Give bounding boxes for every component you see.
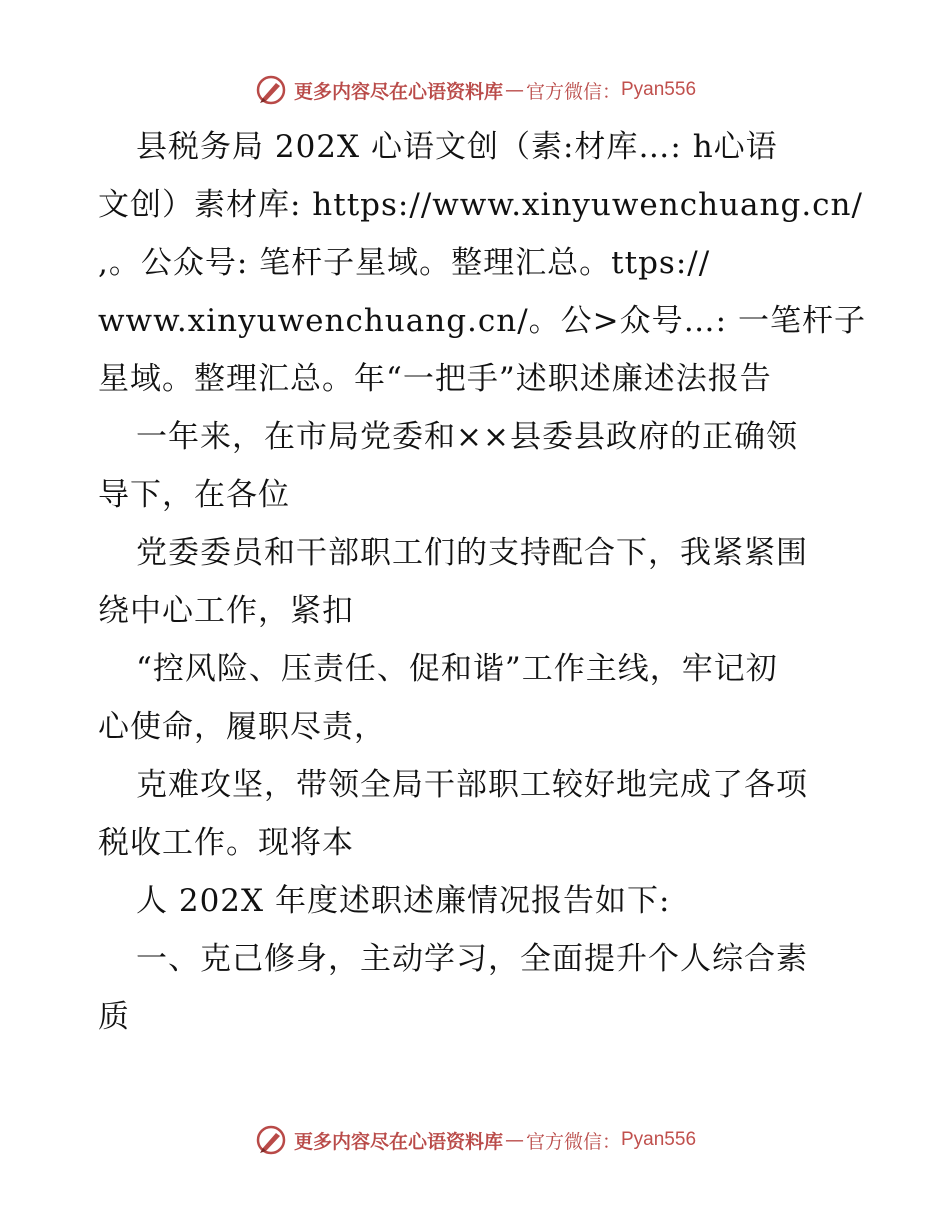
banner-dash: — <box>504 1129 524 1151</box>
text-line-3: ,。公众号: 笔杆子星域。整理汇总。ttps:// <box>98 245 711 281</box>
banner-text: 更多内容尽在心语资料库 <box>293 1130 503 1153</box>
text-line-16: 质 <box>98 999 130 1035</box>
text-line-12: 克难攻坚，带领全局干部职工较好地完成了各项 <box>136 767 808 803</box>
text-line-11: 心使命，履职尽责， <box>98 709 386 745</box>
footer-banner <box>0 1120 950 1160</box>
text-line-14: 人 202X 年度述职述廉情况报告如下: <box>136 883 671 919</box>
banner-dash: — <box>504 79 524 101</box>
header-banner <box>0 70 950 110</box>
text-line-8: 党委委员和干部职工们的支持配合下，我紧紧围 <box>136 535 808 571</box>
text-line-10: “控风险、压责任、促和谐”工作主线，牢记初 <box>136 651 778 687</box>
text-line-9: 绕中心工作，紧扣 <box>98 593 354 629</box>
text-line-4: www.xinyuwenchuang.cn/。公>众号…: 一笔杆子 <box>98 303 866 339</box>
text-line-7: 导下，在各位 <box>98 477 290 513</box>
banner-wechat-id: Pyan556 <box>621 1129 697 1150</box>
text-line-5: 星域。整理汇总。年“一把手”述职述廉述法报告 <box>98 361 772 397</box>
banner-wechat-label: 官方微信： <box>525 80 621 103</box>
text-line-2: 文创）素材库: https://www.xinyuwenchuang.cn/ <box>98 187 863 223</box>
text-line-1: 县税务局 202X 心语文创（素:材库…: h心语 <box>136 129 778 165</box>
banner-text: 更多内容尽在心语资料库 <box>293 80 503 103</box>
banner-wechat-label: 官方微信： <box>525 1130 621 1153</box>
text-line-13: 税收工作。现将本 <box>98 825 354 861</box>
banner-wechat-id: Pyan556 <box>621 79 697 100</box>
text-line-15: 一、克己修身，主动学习，全面提升个人综合素 <box>136 941 808 977</box>
text-line-6: 一年来，在市局党委和××县委县政府的正确领 <box>136 419 798 455</box>
document-body <box>98 118 866 1046</box>
pen-circle-logo-icon <box>254 73 288 107</box>
pen-circle-logo-icon <box>254 1123 288 1157</box>
